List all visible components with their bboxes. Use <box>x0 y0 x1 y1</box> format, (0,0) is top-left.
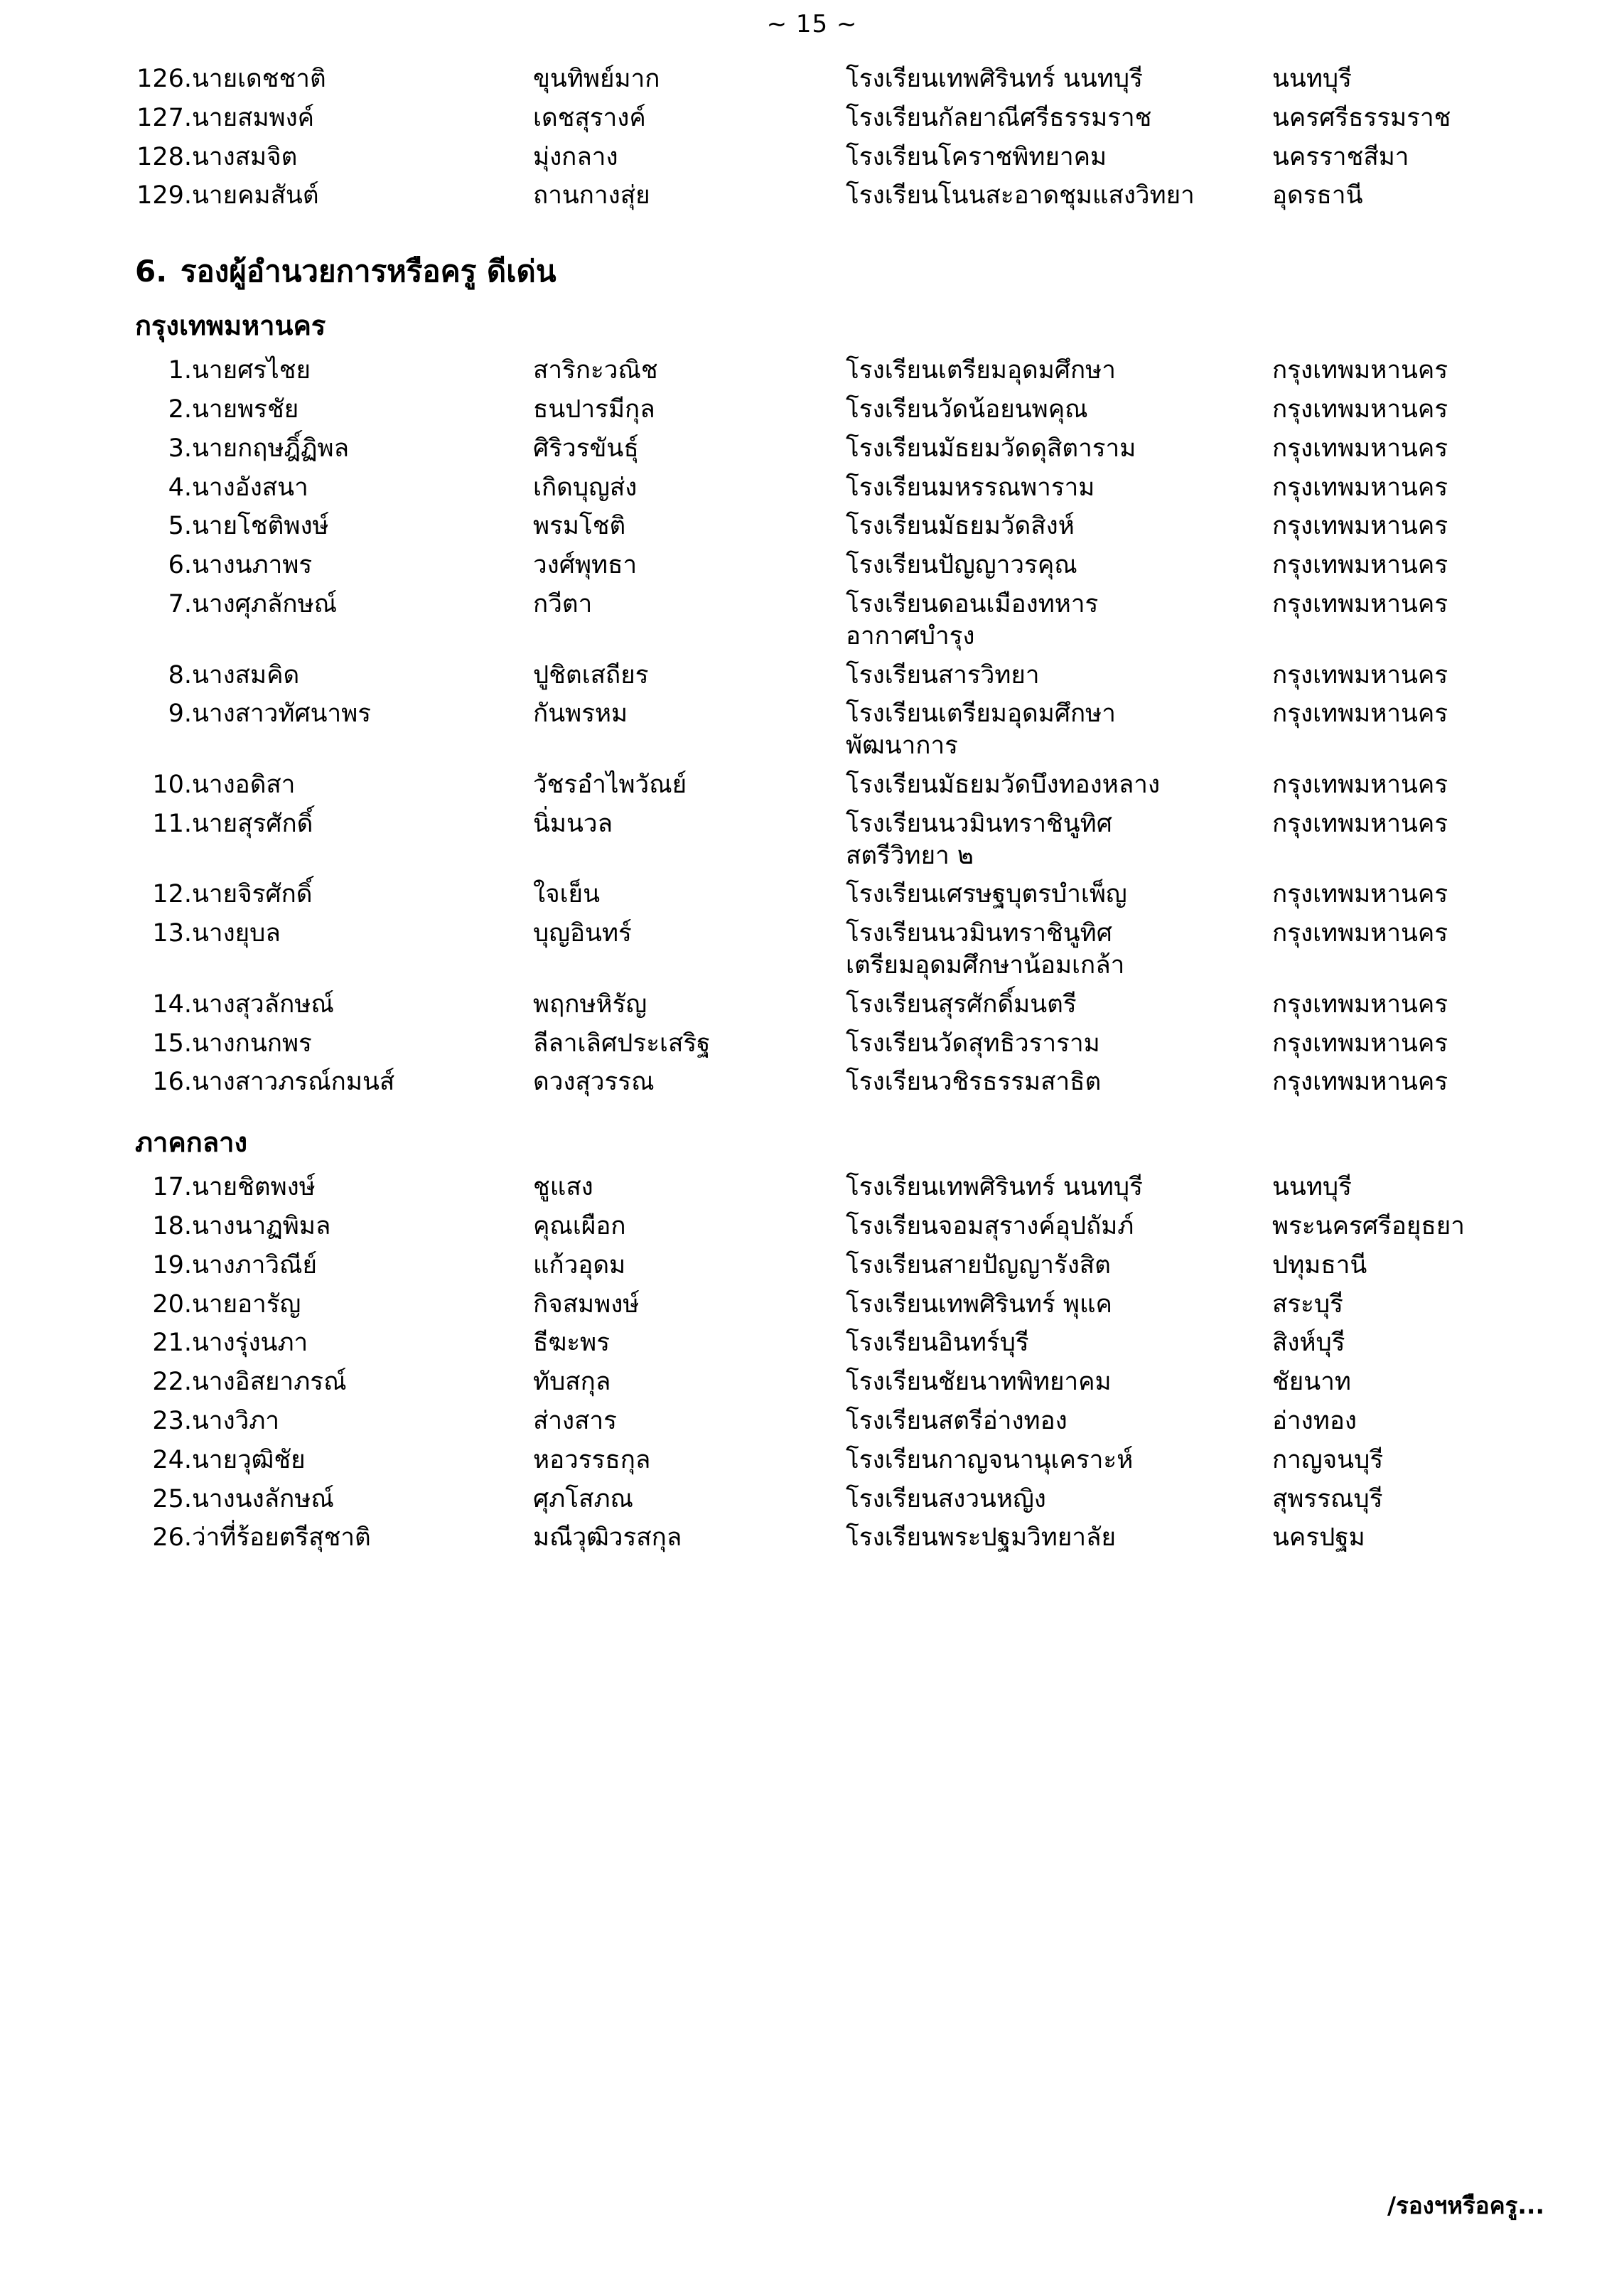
row-number: 13. <box>152 919 192 948</box>
row-province: กรุงเทพมหานคร <box>1272 989 1448 1019</box>
row-school: โรงเรียนเทพศิรินทร์ นนทบุรี <box>846 1173 1143 1202</box>
table-row <box>107 429 1542 468</box>
row-province: กรุงเทพมหานคร <box>1272 770 1448 799</box>
row-firstname: นางนงลักษณ์ <box>192 1484 334 1513</box>
row-province: กรุงเทพมหานคร <box>1272 512 1448 541</box>
row-school: โรงเรียนโนนสะอาดชุมแสงวิทยา <box>846 181 1195 210</box>
footer-continuation-note: /รองฯหรือครู... <box>1387 2192 1544 2219</box>
row-school: โรงเรียนจอมสุรางค์อุปถัมภ์ <box>846 1211 1134 1240</box>
row-province: ปทุมธานี <box>1272 1250 1367 1280</box>
row-province: ชัยนาท <box>1272 1368 1351 1397</box>
row-school: โรงเรียนสงวนหญิง <box>846 1484 1046 1513</box>
row-firstname: นางสมคิด <box>192 660 300 690</box>
row-school-line2: เตรียมอุดมศึกษาน้อมเกล้า <box>846 950 1125 980</box>
table-row <box>107 985 1542 1024</box>
row-school <box>846 914 1272 985</box>
table-row <box>107 1480 1542 1519</box>
row-lastname: วัชรอำไพวัณย์ <box>533 770 687 799</box>
row-lastname: สาริกะวณิช <box>533 356 658 385</box>
row-province: กรุงเทพมหานคร <box>1272 356 1448 385</box>
row-firstname: นายสุรศักดิ์ <box>192 809 313 838</box>
row-lastname: ใจเย็น <box>533 880 600 909</box>
table-row <box>107 875 1542 914</box>
row-school <box>846 694 1272 766</box>
row-firstname: นายสมพงค์ <box>192 103 315 132</box>
row-school: โรงเรียนสตรีอ่างทอง <box>846 1406 1068 1435</box>
row-school-line1: โรงเรียนดอนเมืองทหาร <box>846 589 1099 618</box>
row-lastname: ขุนทิพย์มาก <box>533 65 660 93</box>
row-lastname: มณีวุฒิวรสกุล <box>533 1523 682 1552</box>
row-school: โรงเรียนปัญญาวรคุณ <box>846 551 1077 580</box>
row-number: 25. <box>152 1484 192 1513</box>
table-row <box>107 176 1542 215</box>
row-number: 16. <box>152 1068 192 1097</box>
section-heading <box>107 248 1539 295</box>
row-lastname: ส่างสาร <box>533 1406 617 1435</box>
row-school-line1: โรงเรียนนวมินทราชินูทิศ <box>846 809 1112 838</box>
row-lastname: กันพรหม <box>533 699 628 729</box>
row-firstname: นางนภาพร <box>192 551 313 580</box>
row-lastname: ปูชิตเสถียร <box>533 660 649 690</box>
row-province: กรุงเทพมหานคร <box>1272 551 1448 580</box>
row-lastname: เดชสุรางค์ <box>533 103 646 132</box>
table-row <box>107 60 1542 99</box>
row-firstname: นางอังสนา <box>192 473 308 502</box>
row-school: โรงเรียนมัธยมวัดบึงทองหลาง <box>846 770 1161 799</box>
row-lastname: พรมโชติ <box>533 512 626 541</box>
row-number: 129. <box>136 181 192 210</box>
row-firstname: ว่าที่ร้อยตรีสุชาติ <box>192 1523 371 1552</box>
table-row <box>107 1441 1542 1480</box>
section-number: 6. <box>135 254 168 289</box>
row-number: 7. <box>168 589 192 618</box>
row-school: โรงเรียนเศรษฐบุตรบำเพ็ญ <box>846 880 1127 909</box>
row-firstname: นายคมสันต์ <box>192 181 319 210</box>
row-number: 26. <box>152 1523 192 1552</box>
row-province: กรุงเทพมหานคร <box>1272 809 1448 838</box>
row-number: 14. <box>152 989 192 1019</box>
row-firstname: นางศุภลักษณ์ <box>192 589 338 618</box>
row-school: โรงเรียนสุรศักดิ์มนตรี <box>846 989 1077 1019</box>
row-province: นนทบุรี <box>1272 65 1352 93</box>
table-row <box>107 1063 1542 1102</box>
row-school: โรงเรียนวัดน้อยนพคุณ <box>846 395 1088 424</box>
row-school: โรงเรียนอินทร์บุรี <box>846 1329 1029 1358</box>
row-lastname: วงศ์พุทธา <box>533 551 638 580</box>
row-firstname: นางสาวทัศนาพร <box>192 699 372 729</box>
top-spacer <box>107 38 1539 60</box>
region-heading-bangkok: กรุงเทพมหานคร <box>135 310 326 342</box>
row-firstname: นางสาวภรณ์กมนส์ <box>192 1068 395 1097</box>
row-firstname: นายเดชชาติ <box>192 65 326 93</box>
row-firstname: นางรุ่งนภา <box>192 1329 308 1358</box>
table-row <box>107 351 1542 390</box>
row-school: โรงเรียนพระปฐมวิทยาลัย <box>846 1523 1116 1552</box>
row-lastname: ชูแสง <box>533 1173 593 1202</box>
row-number: 1. <box>168 356 192 385</box>
row-firstname: นายจิรศักดิ์ <box>192 880 313 909</box>
page-content <box>0 38 1624 1557</box>
row-province: กรุงเทพมหานคร <box>1272 1068 1448 1097</box>
page-number: ~ 15 ~ <box>766 10 858 38</box>
row-number: 6. <box>168 551 192 580</box>
row-school: โรงเรียนชัยนาทพิทยาคม <box>846 1368 1112 1397</box>
row-school: โรงเรียนสารวิทยา <box>846 660 1040 690</box>
row-province: กรุงเทพมหานคร <box>1272 1029 1448 1058</box>
row-school: โรงเรียนสายปัญญารังสิต <box>846 1250 1111 1280</box>
row-number: 12. <box>152 880 192 909</box>
row-school: โรงเรียนมัธยมวัดสิงห์ <box>846 512 1075 541</box>
row-number: 17. <box>152 1173 192 1202</box>
table-row <box>107 1518 1542 1557</box>
row-number: 8. <box>168 660 192 690</box>
row-firstname: นางนาฏพิมล <box>192 1211 331 1240</box>
row-province: สิงห์บุรี <box>1272 1329 1345 1358</box>
row-number: 3. <box>168 434 192 463</box>
row-lastname: กวีตา <box>533 589 593 618</box>
row-firstname: นางสมจิต <box>192 142 298 171</box>
row-firstname: นางยุบล <box>192 919 281 948</box>
row-school-line1: โรงเรียนนวมินทราชินูทิศ <box>846 919 1112 948</box>
row-school: โรงเรียนกัลยาณีศรีธรรมราช <box>846 103 1152 132</box>
row-firstname: นายอารัญ <box>192 1289 301 1319</box>
table-row <box>107 138 1542 177</box>
row-lastname: ธีฆะพร <box>533 1329 611 1358</box>
table-row <box>107 1402 1542 1441</box>
row-number: 19. <box>152 1250 192 1280</box>
table-row <box>107 1324 1542 1363</box>
row-lastname: ลีลาเลิศประเสริฐ <box>533 1029 711 1058</box>
row-firstname: นางวิภา <box>192 1406 280 1435</box>
row-province: อุดรธานี <box>1272 181 1363 210</box>
row-number: 126. <box>136 65 192 93</box>
row-province: อ่างทอง <box>1272 1406 1357 1435</box>
row-firstname: นายชิตพงษ์ <box>192 1173 316 1202</box>
row-school: โรงเรียนเตรียมอุดมศึกษา <box>846 356 1116 385</box>
table-row <box>107 1363 1542 1402</box>
row-number: 9. <box>168 699 192 729</box>
row-number: 4. <box>168 473 192 502</box>
bangkok-list-table <box>107 351 1542 1102</box>
section-title: รองผู้อำนวยการหรือครู ดีเด่น <box>181 254 556 289</box>
row-firstname: นางภาวิณีย์ <box>192 1250 318 1280</box>
row-province: นครศรีธรรมราช <box>1272 103 1451 132</box>
row-school-line2: อากาศบำรุง <box>846 621 975 650</box>
row-school <box>846 585 1272 656</box>
table-row <box>107 1168 1542 1207</box>
row-province: สระบุรี <box>1272 1289 1343 1319</box>
region-heading-central: ภาคกลาง <box>135 1127 247 1159</box>
row-province: กรุงเทพมหานคร <box>1272 434 1448 463</box>
row-firstname: นายศรไชย <box>192 356 311 385</box>
table-row <box>107 1024 1542 1063</box>
row-firstname: นางอิสยาภรณ์ <box>192 1368 347 1397</box>
row-number: 18. <box>152 1211 192 1240</box>
row-province: นครราชสีมา <box>1272 142 1409 171</box>
row-school: โรงเรียนเทพศิรินทร์ พุแค <box>846 1289 1112 1319</box>
row-number: 20. <box>152 1289 192 1319</box>
table-row <box>107 1285 1542 1324</box>
row-number: 24. <box>152 1445 192 1474</box>
row-lastname: พฤกษหิรัญ <box>533 989 647 1019</box>
row-lastname: ดวงสุวรรณ <box>533 1068 655 1097</box>
row-number: 15. <box>152 1029 192 1058</box>
table-row <box>107 1207 1542 1246</box>
row-province: กรุงเทพมหานคร <box>1272 699 1448 729</box>
table-row <box>107 507 1542 546</box>
table-row <box>107 805 1542 876</box>
table-row <box>107 766 1542 805</box>
table-row <box>107 694 1542 766</box>
row-province: กรุงเทพมหานคร <box>1272 395 1448 424</box>
row-lastname: ถานกางสุ่ย <box>533 181 650 210</box>
row-number: 2. <box>168 395 192 424</box>
row-number: 128. <box>136 142 192 171</box>
row-lastname: ธนปารมีกุล <box>533 395 655 424</box>
row-school: โรงเรียนมหรรณพาราม <box>846 473 1095 502</box>
row-lastname: แก้วอุดม <box>533 1250 626 1280</box>
row-school <box>846 805 1272 876</box>
row-school: โรงเรียนเทพศิรินทร์ นนทบุรี <box>846 65 1143 93</box>
table-row <box>107 390 1542 429</box>
table-row <box>107 546 1542 585</box>
row-school: โรงเรียนกาญจนานุเคราะห์ <box>846 1445 1134 1474</box>
row-number: 5. <box>168 512 192 541</box>
row-number: 127. <box>136 103 192 132</box>
row-school-line2: พัฒนาการ <box>846 731 958 761</box>
table-row <box>107 468 1542 508</box>
row-number: 10. <box>152 770 192 799</box>
row-province: กรุงเทพมหานคร <box>1272 589 1448 618</box>
table-row <box>107 99 1542 138</box>
row-firstname: นายพรชัย <box>192 395 299 424</box>
row-firstname: นายโชติพงษ์ <box>192 512 329 541</box>
row-number: 22. <box>152 1368 192 1397</box>
row-lastname: มุ่งกลาง <box>533 142 618 171</box>
table-row <box>107 656 1542 695</box>
continued-list-table <box>107 60 1542 215</box>
row-lastname: ศุภโสภณ <box>533 1484 633 1513</box>
row-lastname: ศิริวรขันธุ์ <box>533 434 639 463</box>
row-province: กรุงเทพมหานคร <box>1272 880 1448 909</box>
row-firstname: นางสุวลักษณ์ <box>192 989 334 1019</box>
row-firstname: นางอดิสา <box>192 770 296 799</box>
row-number: 21. <box>152 1329 192 1358</box>
row-province: พระนครศรีอยุธยา <box>1272 1211 1465 1240</box>
row-school: โรงเรียนมัธยมวัดดุสิตาราม <box>846 434 1136 463</box>
row-number: 11. <box>152 809 192 838</box>
row-province: สุพรรณบุรี <box>1272 1484 1383 1513</box>
table-row <box>107 585 1542 656</box>
row-lastname: กิจสมพงษ์ <box>533 1289 640 1319</box>
row-lastname: นิ่มนวล <box>533 809 613 838</box>
table-row <box>107 914 1542 985</box>
row-firstname: นายกฤษฎิ์ฏิพล <box>192 434 350 463</box>
row-province: นนทบุรี <box>1272 1173 1352 1202</box>
row-province: กรุงเทพมหานคร <box>1272 660 1448 690</box>
row-school: โรงเรียนวชิรธรรมสาธิต <box>846 1068 1102 1097</box>
row-lastname: บุญอินทร์ <box>533 919 632 948</box>
row-lastname: ทับสกุล <box>533 1368 611 1397</box>
row-firstname: นางกนกพร <box>192 1029 312 1058</box>
row-province: กรุงเทพมหานคร <box>1272 473 1448 502</box>
row-school-line2: สตรีวิทยา ๒ <box>846 841 974 870</box>
row-province: กาญจนบุรี <box>1272 1445 1384 1474</box>
central-list-table <box>107 1168 1542 1557</box>
row-school: โรงเรียนโคราชพิทยาคม <box>846 142 1107 171</box>
table-row <box>107 1246 1542 1285</box>
row-school: โรงเรียนวัดสุทธิวราราม <box>846 1029 1100 1058</box>
row-lastname: หอวรรธกุล <box>533 1445 651 1474</box>
row-firstname: นายวุฒิชัย <box>192 1445 306 1474</box>
row-lastname: เกิดบุญส่ง <box>533 473 638 502</box>
row-province: นครปฐม <box>1272 1523 1365 1552</box>
row-province: กรุงเทพมหานคร <box>1272 919 1448 948</box>
row-lastname: คุณเผือก <box>533 1211 626 1240</box>
row-school-line1: โรงเรียนเตรียมอุดมศึกษา <box>846 699 1116 729</box>
row-number: 23. <box>152 1406 192 1435</box>
